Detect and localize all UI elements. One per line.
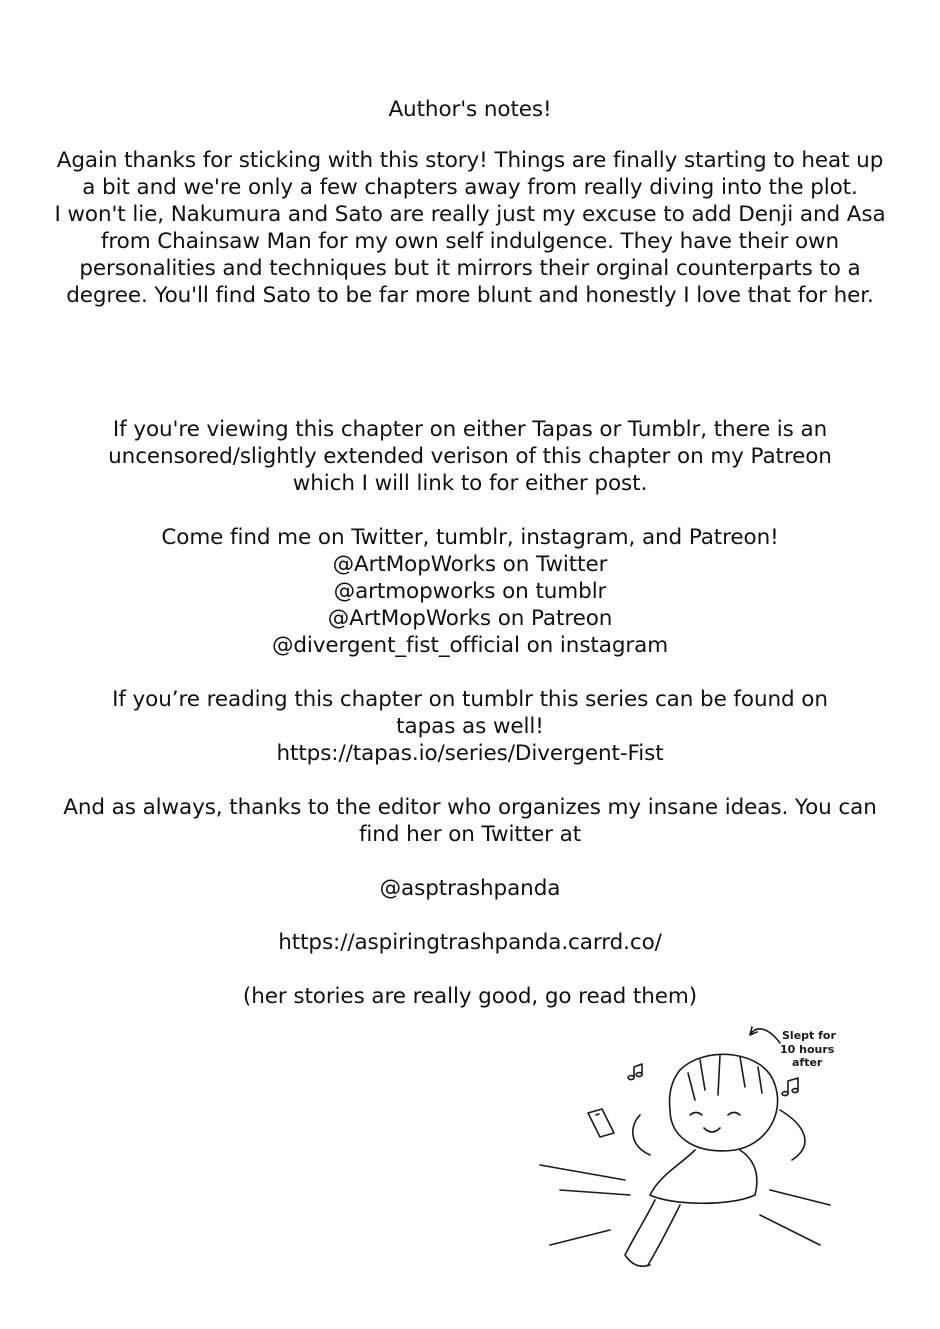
social-handle-patreon: @ArtMopWorks on Patreon [327, 606, 613, 631]
social-handle-instagram: @divergent_fist_official on instagram [271, 633, 669, 658]
patreon-notice-line: If you're viewing this chapter on either Tapas or Tumblr, there is an [112, 417, 828, 442]
tapas-notice-line: tapas as well! [396, 714, 544, 739]
character-head [669, 1054, 777, 1151]
intro-line: a bit and we're only a few chapters away from really diving into the plot. [82, 175, 858, 200]
tapas-link: https://tapas.io/series/Divergent-Fist [276, 741, 664, 766]
social-handle-tumblr: @artmopworks on tumblr [333, 579, 607, 604]
socials-intro: Come find me on Twitter, tumblr, instagram, and Patreon! [161, 525, 779, 550]
intro-line: degree. You'll find Sato to be far more blunt and honestly I love that for her. [66, 283, 874, 308]
editor-thanks-line: And as always, thanks to the editor who organizes my insane ideas. You can [63, 795, 877, 820]
intro-line: I won't lie, Nakumura and Sato are really just my excuse to add Denji and Asa [54, 202, 886, 227]
music-note-icon [782, 1078, 798, 1096]
social-handle-twitter: @ArtMopWorks on Twitter [332, 552, 608, 577]
tapas-notice-line: If you’re reading this chapter on tumblr this series can be found on [112, 687, 828, 712]
doodle-caption-line: 10 hours [780, 1043, 835, 1056]
patreon-notice-line: uncensored/slightly extended verison of this chapter on my Patreon [108, 444, 832, 469]
curved-arrow-icon [750, 1027, 780, 1043]
patreon-notice-line: which I will link to for either post. [292, 471, 648, 496]
notes-heading: Author's notes! [388, 97, 552, 122]
character-body [650, 1150, 757, 1203]
character-legs [625, 1200, 680, 1266]
intro-line: from Chainsaw Man for my own self indulgence. They have their own [100, 229, 840, 254]
sleeping-character-illustration [530, 1015, 850, 1285]
music-note-icon [628, 1064, 642, 1080]
editor-handle: @asptrashpanda [379, 876, 561, 901]
editor-thanks-line: find her on Twitter at [358, 822, 582, 847]
editor-aside: (her stories are really good, go read them) [242, 984, 698, 1009]
doodle-caption-line: after [792, 1056, 823, 1069]
intro-line: Again thanks for sticking with this story! Things are finally starting to heat up [56, 148, 884, 173]
phone-icon [588, 1109, 614, 1137]
intro-line: personalities and techniques but it mirrors their orginal counterparts to a [79, 256, 861, 281]
doodle-caption-line: Slept for [782, 1029, 836, 1042]
editor-link: https://aspiringtrashpanda.carrd.co/ [278, 930, 662, 955]
